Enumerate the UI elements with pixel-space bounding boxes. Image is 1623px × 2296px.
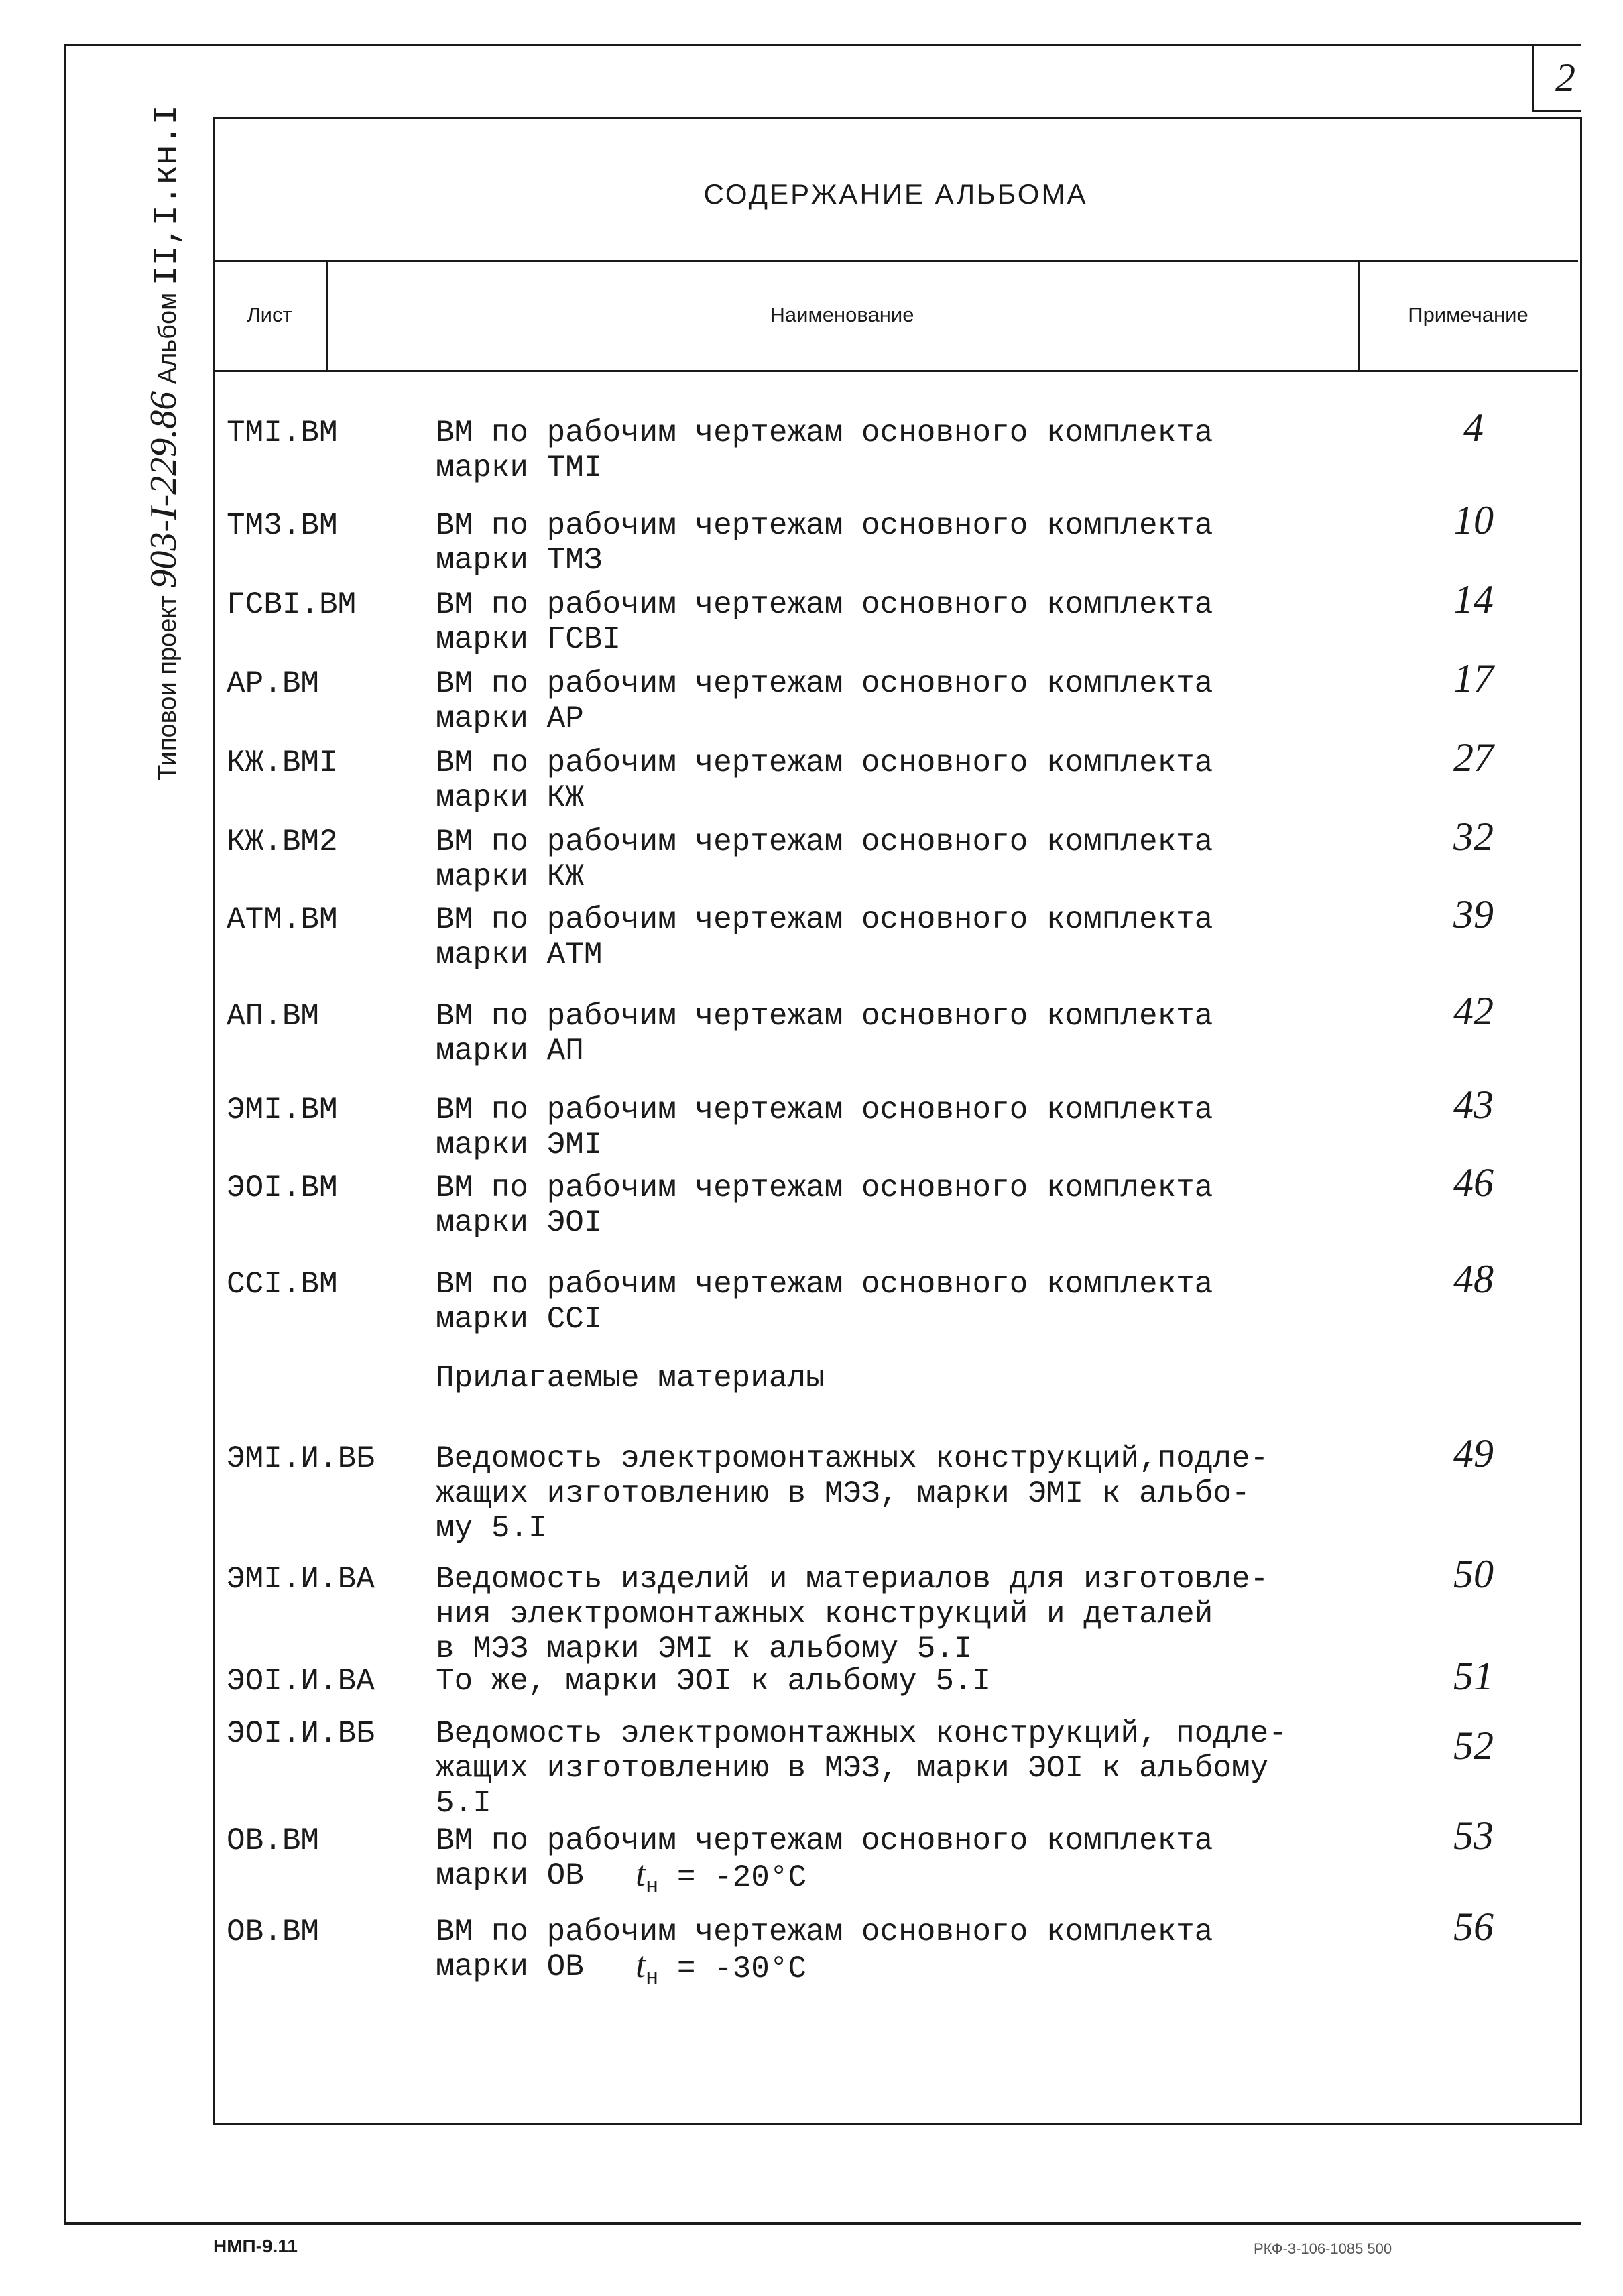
row-code: ОВ.ВМ — [227, 1823, 320, 1858]
section-title: Прилагаемые материалы — [436, 1361, 825, 1396]
album-label: Альбом — [154, 292, 182, 385]
row-description: Ведомость электромонтажных конструкций,подле- жащих изготовлению в МЭЗ, марки ЭМI к альбо- му 5.I — [436, 1441, 1269, 1546]
row-description: ВМ по рабочим чертежам основного комплекта марки ССI — [436, 1267, 1213, 1337]
row-note: 53 — [1453, 1813, 1494, 1858]
row-note: 27 — [1453, 735, 1494, 780]
row-code: КЖ.ВМI — [227, 745, 338, 780]
row-code: КЖ.ВМ2 — [227, 825, 338, 859]
row-description: ВМ по рабочим чертежам основного комплекта марки АТМ — [436, 902, 1213, 972]
temperature-subscript: н — [646, 1966, 659, 1991]
row-note: 48 — [1453, 1257, 1494, 1301]
row-note: 51 — [1453, 1654, 1494, 1698]
sidebar-text — [142, 105, 186, 780]
temperature-variable: t — [636, 1945, 646, 1985]
row-note: 4 — [1463, 406, 1484, 450]
row-description: ВМ по рабочим чертежам основного комплекта марки ОВ — [436, 1915, 1213, 1984]
row-code: ГСВI.BM — [227, 587, 357, 622]
header-name: Наименование — [770, 303, 914, 326]
row-note: 56 — [1453, 1905, 1494, 1949]
row-code: TM3.BM — [227, 508, 338, 543]
row-code: ОВ.ВМ — [227, 1915, 320, 1949]
temperature-formula — [636, 1944, 806, 1990]
footer-stamp-right: РКФ-3-106-1085 500 — [1254, 2240, 1392, 2257]
album-id: II,I.кн.I — [148, 105, 186, 286]
temperature-value: = -20°С — [676, 1860, 807, 1895]
row-description: То же, марки ЭОI к альбому 5.I — [436, 1664, 991, 1699]
row-description: ВМ по рабочим чертежам основного комплекта марки ОВ — [436, 1823, 1213, 1893]
header-note: Примечание — [1408, 303, 1528, 326]
row-description: ВМ по рабочим чертежам основного комплекта марки ТМI — [436, 416, 1213, 485]
row-note: 50 — [1453, 1552, 1494, 1596]
row-note: 32 — [1453, 814, 1494, 859]
sidebar-stamp — [121, 87, 208, 798]
project-number: 903-I-229.86 — [143, 391, 184, 589]
row-description: ВМ по рабочим чертежам основного комплекта марки ЭОI — [436, 1170, 1213, 1240]
sheet-number: 2 — [1555, 56, 1575, 100]
row-code: TMI.BM — [227, 416, 338, 450]
row-description: Ведомость изделий и материалов для изготовле- ния электромонтажных конструкций и деталей в МЭЗ марки ЭМI к альбому 5.I — [436, 1562, 1269, 1667]
temperature-subscript: н — [646, 1874, 659, 1900]
row-code: АП.ВМ — [227, 999, 320, 1034]
header-divider — [1358, 260, 1360, 370]
row-note: 42 — [1453, 989, 1494, 1033]
table-header — [213, 260, 1578, 372]
page-title: СОДЕРЖАНИЕ АЛЬБОМА — [703, 178, 1088, 210]
row-note: 52 — [1453, 1724, 1494, 1768]
row-code: АТМ.ВМ — [227, 902, 338, 937]
row-description: ВМ по рабочим чертежам основного комплекта марки ЭМI — [436, 1093, 1213, 1162]
temperature-variable: t — [636, 1854, 646, 1894]
footer-stamp-left: НМП-9.11 — [213, 2236, 298, 2256]
header-sheet: Лист — [247, 303, 292, 326]
sidebar-label: Типовои проект — [154, 595, 182, 780]
row-description: ВМ по рабочим чертежам основного комплекта марки ТМЗ — [436, 508, 1213, 578]
row-description: ВМ по рабочим чертежам основного комплекта марки КЖ — [436, 825, 1213, 894]
row-description: ВМ по рабочим чертежам основного комплекта марки КЖ — [436, 745, 1213, 815]
temperature-value: = -30°С — [676, 1951, 807, 1986]
row-note: 49 — [1453, 1431, 1494, 1475]
temperature-formula — [636, 1853, 806, 1899]
row-code: ЭМI.И.ВБ — [227, 1441, 375, 1476]
row-code: ЭОI.И.ВА — [227, 1664, 375, 1699]
row-code: ЭМI.И.ВА — [227, 1562, 375, 1597]
row-note: 43 — [1453, 1083, 1494, 1127]
row-note: 17 — [1453, 656, 1494, 701]
row-description: ВМ по рабочим чертежам основного комплекта марки АП — [436, 999, 1213, 1069]
header-divider — [326, 260, 328, 370]
row-description: Ведомость электромонтажных конструкций, подле- жащих изготовлению в МЭЗ, марки ЭОI к альбому 5.I — [436, 1716, 1287, 1821]
row-code: ЭМI.ВМ — [227, 1093, 338, 1128]
row-note: 39 — [1453, 892, 1494, 936]
row-description: ВМ по рабочим чертежам основного комплекта марки ГСВI — [436, 587, 1213, 657]
row-code: ССI.ВМ — [227, 1267, 338, 1302]
title-row — [213, 117, 1578, 262]
row-code: ЭОI.И.ВБ — [227, 1716, 375, 1751]
row-note: 10 — [1453, 498, 1494, 542]
row-note: 14 — [1453, 577, 1494, 621]
row-code: AP.BM — [227, 666, 320, 701]
row-description: ВМ по рабочим чертежам основного комплекта марки АР — [436, 666, 1213, 736]
row-note: 46 — [1453, 1160, 1494, 1205]
row-code: ЭОI.ВМ — [227, 1170, 338, 1205]
